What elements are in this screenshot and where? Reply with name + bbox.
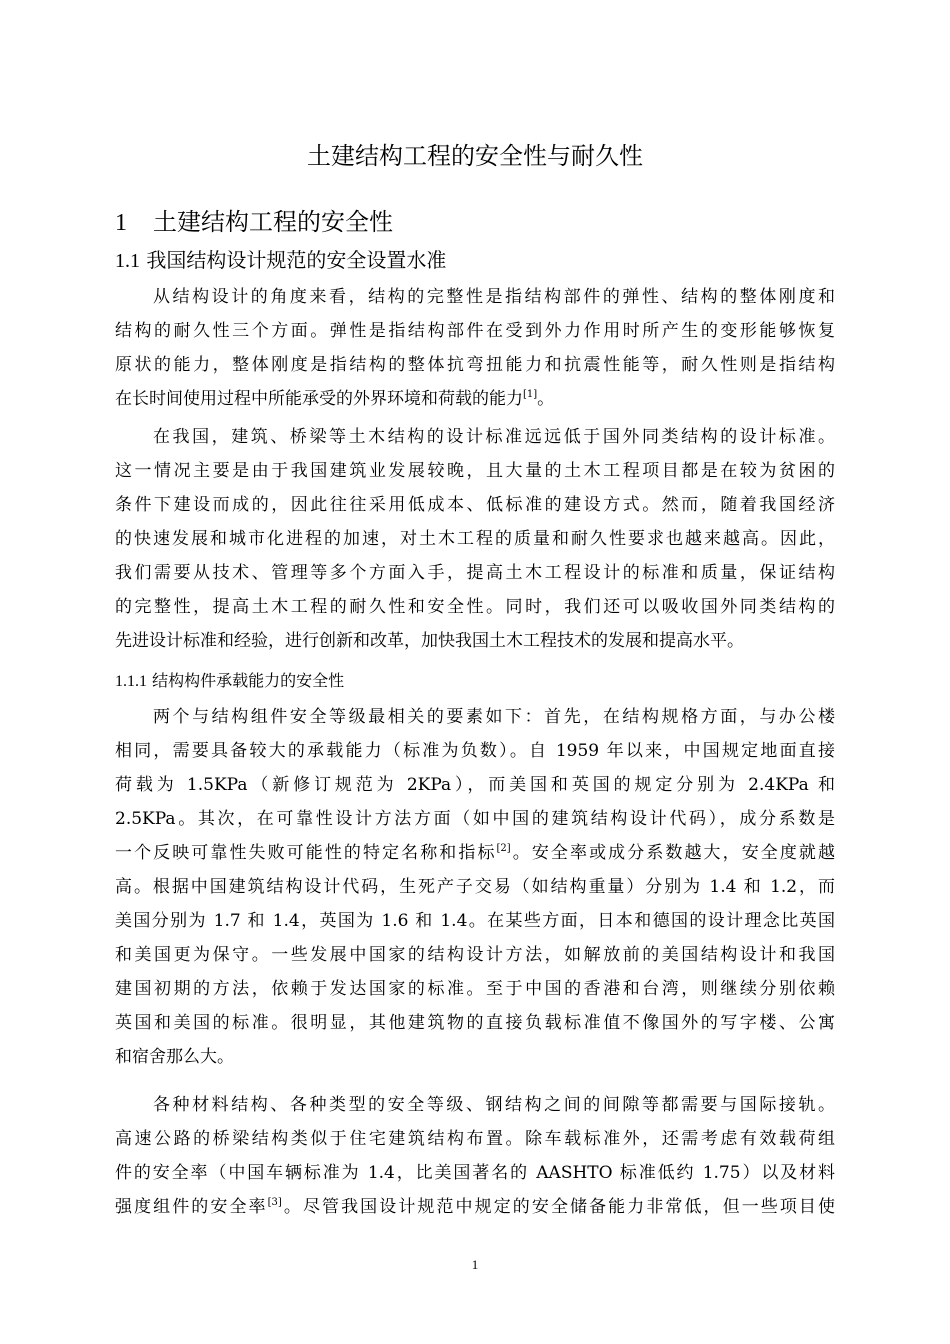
paragraph-4-line: 高速公路的桥梁结构类似于住宅建筑结构布置。除车载标准外，还需考虑有效载荷组: [115, 1129, 835, 1149]
paragraph-3-line: 荷载为 1.5KPa（新修订规范为 2KPa），而美国和英国的规定分别为 2.4KPa 和: [115, 775, 835, 795]
subsection-number: 1.1: [115, 250, 140, 272]
citation-ref-1: [1]: [523, 389, 538, 400]
subsubsection-title: 结构构件承载能力的安全性: [152, 671, 345, 690]
line-text: 。安全率或成分系数越大，安全度就越: [510, 843, 836, 863]
line-text: 在长时间使用过程中所能承受的外界环境和荷载的能力: [115, 389, 523, 409]
paragraph-3-line: 相同，需要具备较大的承载能力（标准为负数）。自 1959 年以来，中国规定地面直接: [115, 741, 835, 761]
paragraph-2-line: 我们需要从技术、管理等多个方面入手，提高土木工程设计的标准和质量，保证结构: [115, 563, 835, 583]
paragraph-3-line: 两个与结构组件安全等级最相关的要素如下：首先，在结构规格方面，与办公楼: [153, 707, 835, 727]
paragraph-4-line: [115, 1190, 835, 1224]
section-heading-1: [115, 206, 393, 239]
paragraph-3-line: [115, 836, 835, 870]
paragraph-4-line: 各种材料结构、各种类型的安全等级、钢结构之间的间隙等都需要与国际接轨。: [153, 1095, 835, 1115]
line-text: 。: [537, 389, 555, 409]
subsection-heading-1-1: [115, 246, 446, 275]
line-text: 强度组件的安全率: [115, 1197, 268, 1217]
paragraph-1-line: 原状的能力，整体刚度是指结构的整体抗弯扭能力和抗震性能等，耐久性则是指结构: [115, 355, 835, 375]
section-number: 1: [115, 210, 127, 236]
paragraph-3-line: 英国和美国的标准。很明显，其他建筑物的直接负载标准值不像国外的写字楼、公寓: [115, 1013, 835, 1033]
paragraph-1-line: 从结构设计的角度来看，结构的完整性是指结构部件的弹性、结构的整体刚度和: [153, 287, 835, 307]
page-number: 1: [471, 1257, 479, 1272]
paragraph-1-line: 结构的耐久性三个方面。弹性是指结构部件在受到外力作用时所产生的变形能够恢复: [115, 321, 835, 341]
paragraph-4-line: 件的安全率（中国车辆标准为 1.4，比美国著名的 AASHTO 标准低约 1.75）以及材料: [115, 1163, 835, 1183]
line-text: 。尽管我国设计规范中规定的安全储备能力非常低，但一些项目使: [281, 1197, 836, 1217]
paragraph-3-line: 美国分别为 1.7 和 1.4，英国为 1.6 和 1.4。在某些方面，日本和德国的设计理念比英国: [115, 911, 835, 931]
paragraph-3-line: 和美国更为保守。一些发展中国家的结构设计方法，如解放前的美国结构设计和我国: [115, 945, 835, 965]
paragraph-2-line: 条件下建设而成的，因此往往采用低成本、低标准的建设方式。然而，随着我国经济: [115, 495, 835, 515]
subsubsection-number: 1.1.1: [115, 673, 147, 690]
document-title: 土建结构工程的安全性与耐久性: [307, 142, 643, 170]
paragraph-3-line: 2.5KPa。其次，在可靠性设计方法方面（如中国的建筑结构设计代码），成分系数是: [115, 809, 835, 829]
paragraph-2-line: 的快速发展和城市化进程的加速，对土木工程的质量和耐久性要求也越来越高。因此，: [115, 529, 835, 549]
subsubsection-heading-1-1-1: [115, 668, 344, 695]
paragraph-1-line: [115, 382, 554, 416]
paragraph-2-line: 在我国，建筑、桥梁等土木结构的设计标准远远低于国外同类结构的设计标准。: [153, 427, 835, 447]
subsection-title: 我国结构设计规范的安全设置水准: [146, 248, 447, 272]
paragraph-3-line: 建国初期的方法，依赖于发达国家的标准。至于中国的香港和台湾，则继续分别依赖: [115, 979, 835, 999]
paragraph-2-line: 的完整性，提高土木工程的耐久性和安全性。同时，我们还可以吸收国外同类结构的: [115, 597, 835, 617]
section-title: 土建结构工程的安全性: [153, 208, 393, 236]
paragraph-3-line: 高。根据中国建筑结构设计代码，生死产子交易（如结构重量）分别为 1.4 和 1.2，而: [115, 877, 835, 897]
citation-ref-2: [2]: [496, 843, 511, 854]
citation-ref-3: [3]: [267, 1197, 282, 1208]
paragraph-2-line: 这一情况主要是由于我国建筑业发展较晚，且大量的土木工程项目都是在较为贫困的: [115, 461, 835, 481]
paragraph-3-line: 和宿舍那么大。: [115, 1047, 234, 1067]
line-text: 一个反映可靠性失败可能性的特定名称和指标: [115, 843, 497, 863]
paragraph-2-line: 先进设计标准和经验，进行创新和改革，加快我国土木工程技术的发展和提高水平。: [115, 631, 744, 651]
